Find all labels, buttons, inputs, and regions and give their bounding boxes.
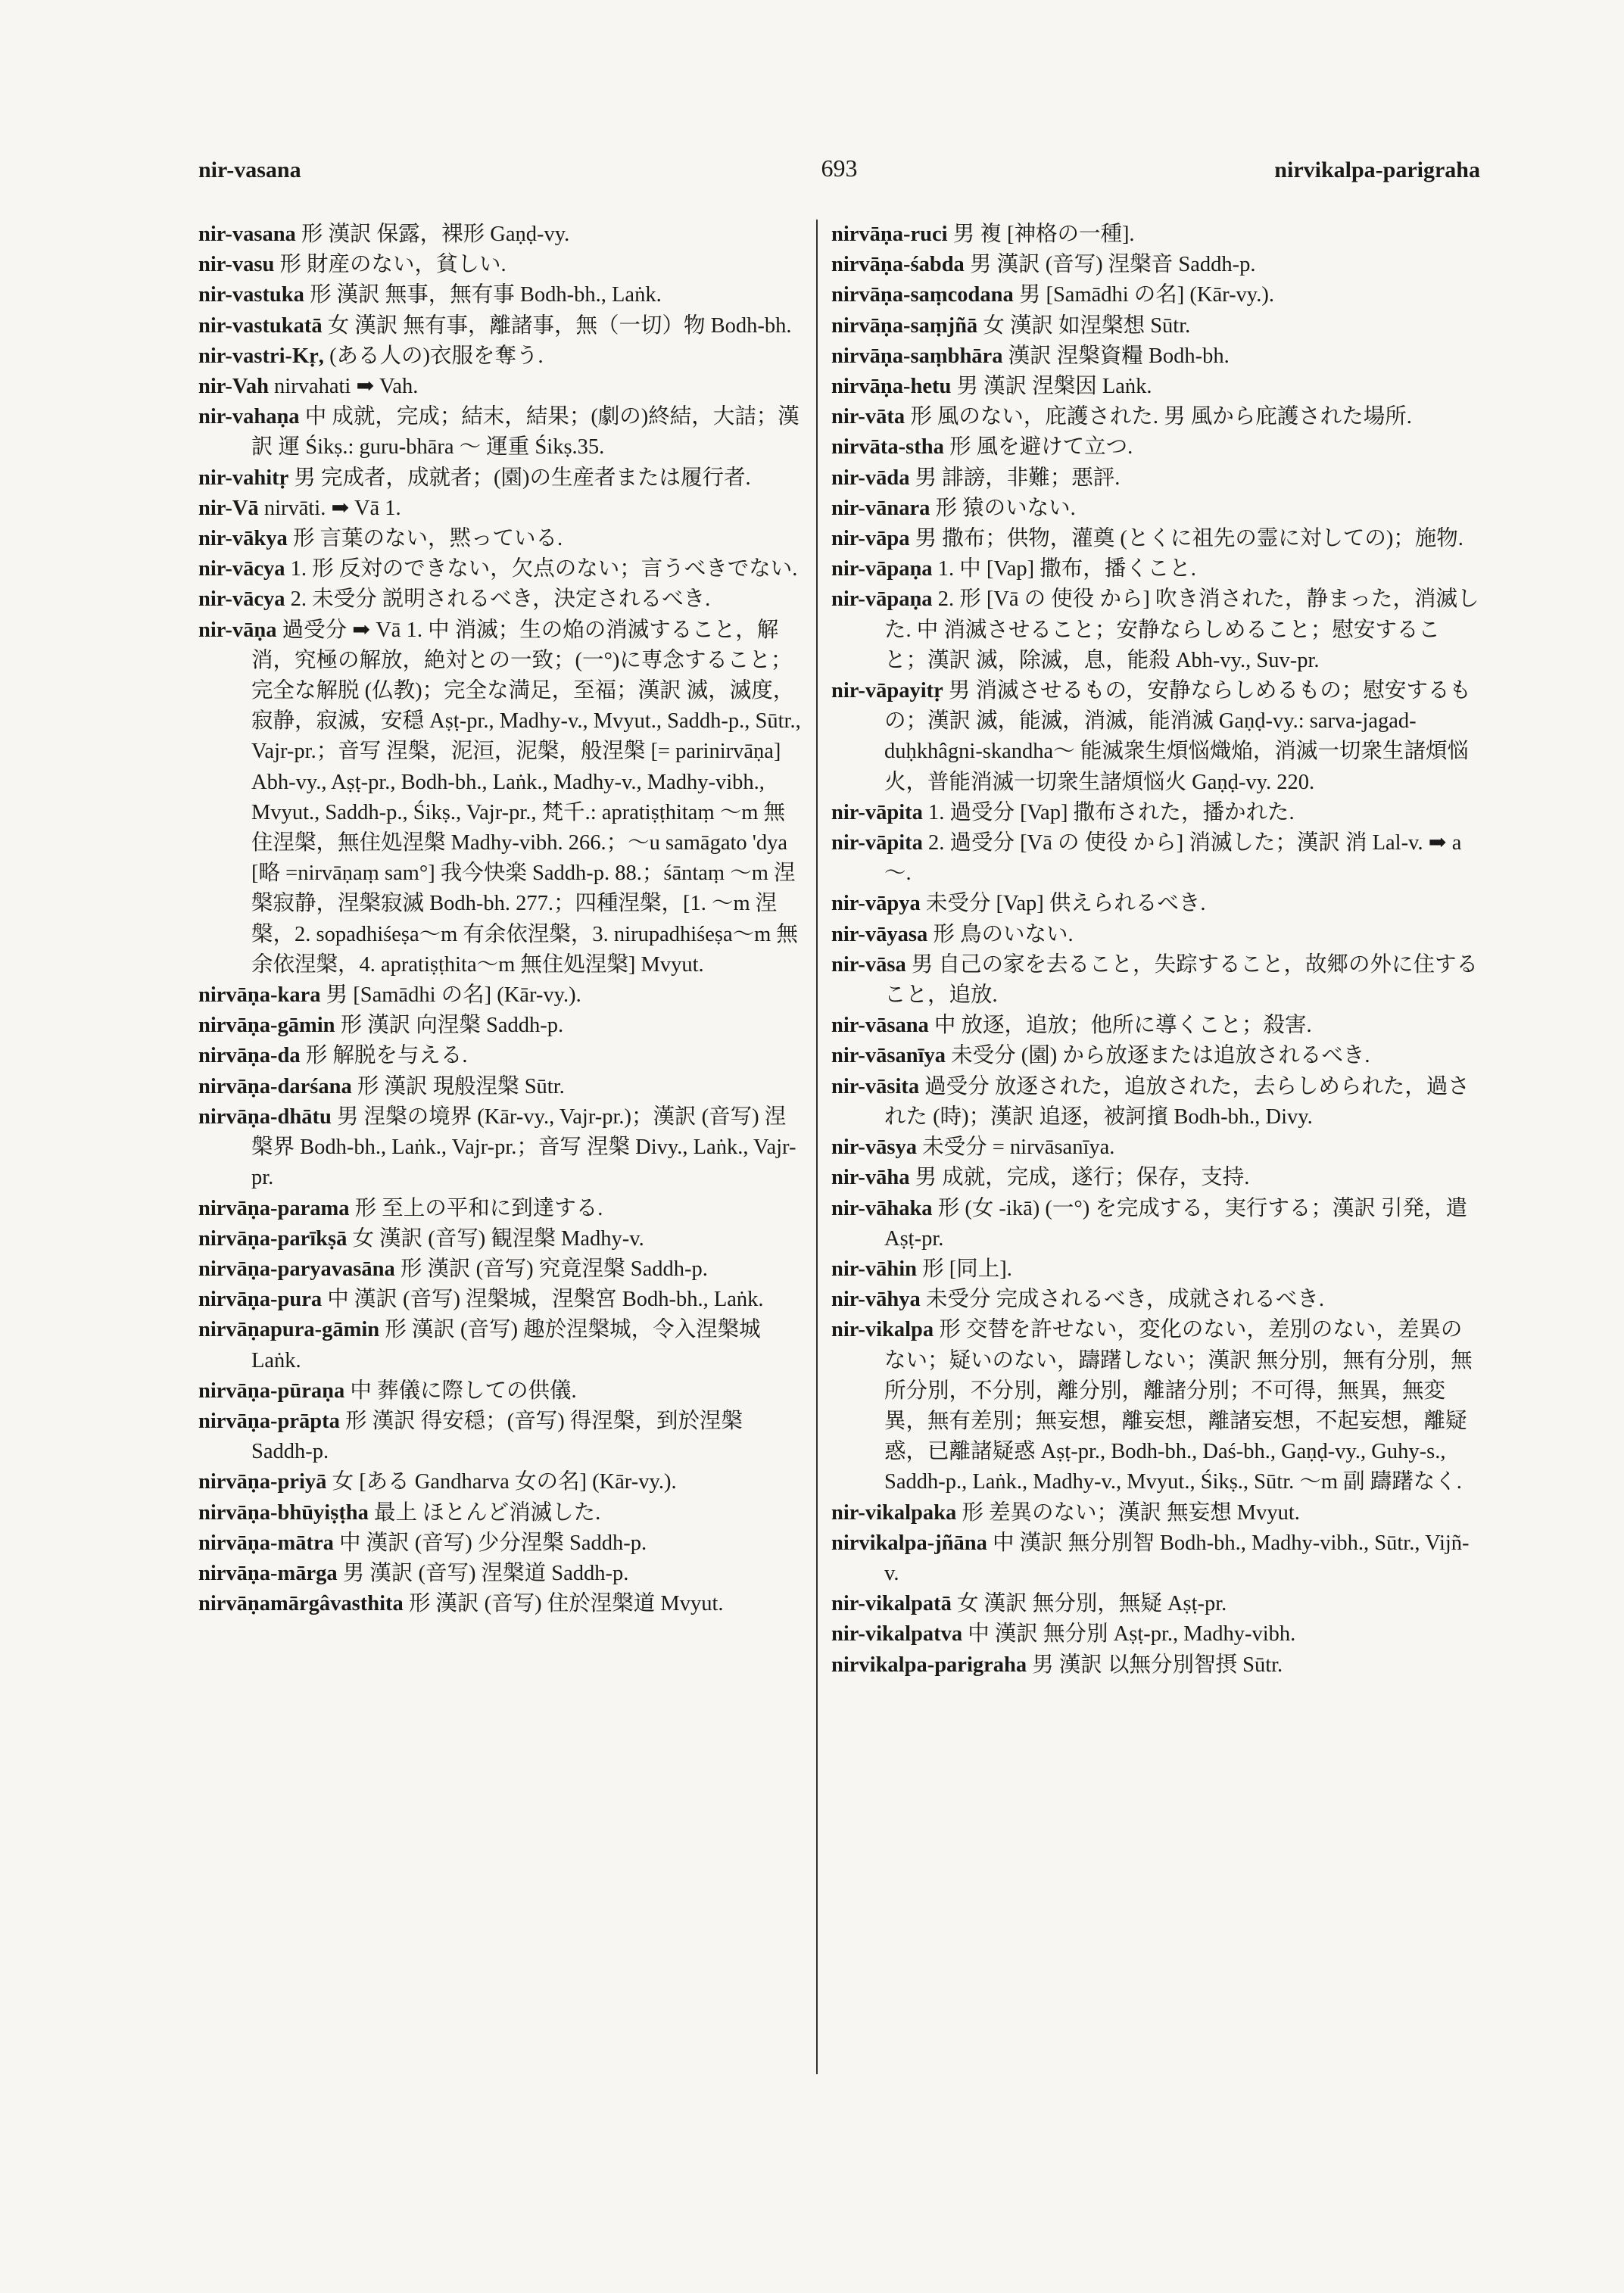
dictionary-entry bbox=[831, 220, 1482, 250]
entry-headword: nir-vāsya bbox=[831, 1136, 917, 1160]
page-header bbox=[198, 151, 1480, 189]
dictionary-entry bbox=[198, 463, 804, 494]
dictionary-entry bbox=[831, 280, 1482, 310]
entry-headword: nir-vikalpatva bbox=[831, 1622, 963, 1647]
entry-headword: nir-vāpaṇa bbox=[831, 587, 933, 612]
dictionary-entry bbox=[831, 1041, 1482, 1071]
dictionary-entry bbox=[198, 1376, 804, 1407]
entry-definition: 形 漢訳 (音写) 住於涅槃道 Mvyut. bbox=[408, 1592, 724, 1616]
entry-definition: 2. 過受分 [Vā の 使役 から] 消滅した；漢訳 消 Lal-v. ➡ a～. bbox=[884, 831, 1462, 886]
dictionary-entry bbox=[198, 524, 804, 554]
entry-headword: nirvāṇa-paryavasāna bbox=[198, 1257, 395, 1281]
entry-headword: nirvāṇa-bhūyiṣṭha bbox=[198, 1500, 369, 1525]
header-left-guide-word: nir-vasana bbox=[198, 157, 301, 182]
entry-headword: nir-vāsana bbox=[831, 1014, 929, 1038]
dictionary-entry bbox=[831, 950, 1482, 1011]
dictionary-entry bbox=[831, 1315, 1482, 1497]
dictionary-entry bbox=[831, 250, 1482, 280]
entry-definition: 形 風のない，庇護された. 男 風から庇護された場所. bbox=[910, 405, 1412, 429]
entry-headword: nir-vasu bbox=[198, 253, 275, 277]
dictionary-entry bbox=[198, 1102, 804, 1194]
entry-definition: 中 漢訳 無分別智 Bodh-bh., Madhy-vibh., Sūtr., Vijñ-v. bbox=[884, 1531, 1470, 1585]
entry-definition: (ある人の)衣服を奪う. bbox=[329, 344, 544, 368]
entry-definition: 過受分 放逐された，追放された，去らしめられた，過された (時)；漢訳 追逐，被訶擯 Bodh-bh., Divy. bbox=[884, 1074, 1470, 1129]
column-divider bbox=[816, 220, 818, 2074]
entry-definition: 形 鳥のいない. bbox=[933, 922, 1074, 946]
dictionary-entry bbox=[831, 1285, 1482, 1315]
dictionary-entry bbox=[198, 1589, 804, 1619]
entry-headword: nir-vāhya bbox=[831, 1288, 921, 1312]
entry-headword: nir-vāha bbox=[831, 1166, 910, 1190]
dictionary-entry bbox=[831, 311, 1482, 341]
dictionary-entry bbox=[198, 494, 804, 524]
dictionary-entry bbox=[831, 1072, 1482, 1132]
entry-headword: nirvāṇa-parama bbox=[198, 1196, 350, 1220]
entry-definition: 男 消滅させるもの，安静ならしめるもの；慰安するもの；漢訳 滅，能滅，消滅，能消滅 Gaṇḍ-vy.: sarva-jagad-duḥkhâgni-skandha～ 能滅衆生煩悩熾焔，消滅一切衆生諸煩悩火，普能消滅一切衆生諸煩悩火 Gaṇḍ-vy. 220. bbox=[884, 679, 1471, 794]
dictionary-entry bbox=[198, 1194, 804, 1224]
entry-headword: nir-vāda bbox=[831, 466, 910, 490]
entry-definition: 形 財産のない，貧しい. bbox=[279, 253, 507, 277]
entry-headword: nirvāta-stha bbox=[831, 435, 944, 460]
entry-headword: nir-vastri-Kṛ, bbox=[198, 344, 324, 368]
dictionary-entry bbox=[198, 1254, 804, 1285]
entry-headword: nirvāṇa-mārga bbox=[198, 1561, 338, 1585]
entry-definition: 形 漢訳 (音写) 究竟涅槃 Saddh-p. bbox=[400, 1257, 708, 1281]
dictionary-entry bbox=[198, 584, 804, 615]
header-right-guide-word: nirvikalpa-parigraha bbox=[1274, 157, 1480, 182]
dictionary-entry bbox=[831, 1650, 1482, 1681]
entry-headword: nirvāṇa-ruci bbox=[831, 223, 948, 246]
dictionary-entry bbox=[198, 220, 804, 250]
entry-definition: 過受分 ➡ Vā 1. 中 消滅；生の焔の消滅すること，解消，究極の解放，絶対との一致；(一°)に専念すること；完全な解脱 (仏教)；完全な満足，至福；漢訳 滅，滅度，寂静，寂滅，安穏 Aṣṭ-pr., Madhy-v., Mvyut., Saddh-p., Sūtr., Vajr-pr.；音写 涅槃，泥洹，泥槃，般涅槃 [= parinirvāṇa] Abh-vy., Aṣṭ-pr., Bodh-bh., Laṅk., Madhy-v., Madhy-vibh., Mvyut., Saddh-p., Śikṣ., Vajr-pr., 梵千.: apratiṣṭhitaṃ ～m 無住涅槃，無住処涅槃 Madhy-vibh. 266.；～u samāgato 'dya [略 =nirvāṇaṃ sam°] 我今快楽 Saddh-p. 88.；śāntaṃ ～m 涅槃寂静，涅槃寂滅 Bodh-bh. 277.；四種涅槃，[1. ～m 涅槃，2. sopadhiśeṣa～m 有余依涅槃，3. nirupadhiśeṣa～m 無余依涅槃，4. apratiṣṭhita～m 無住処涅槃] Mvyut. bbox=[251, 618, 801, 977]
dictionary-entry bbox=[198, 250, 804, 280]
entry-definition: 形 漢訳 無事，無有事 Bodh-bh., Laṅk. bbox=[310, 283, 662, 307]
dictionary-entry bbox=[831, 1163, 1482, 1193]
dictionary-entry bbox=[198, 1559, 804, 1589]
entry-headword: nir-vācya bbox=[198, 557, 285, 581]
entry-headword: nir-vāyasa bbox=[831, 922, 928, 946]
dictionary-entry bbox=[831, 1254, 1482, 1285]
dictionary-entry bbox=[198, 1041, 804, 1071]
dictionary-entry bbox=[831, 432, 1482, 463]
entry-headword: nir-vikalpa bbox=[831, 1318, 934, 1342]
entry-definition: 男 撒布；供物，灌奠 (とくに祖先の霊に対しての)；施物. bbox=[915, 527, 1463, 551]
entry-definition: 女 漢訳 (音写) 観涅槃 Madhy-v. bbox=[352, 1226, 644, 1251]
entry-definition: 女 漢訳 如涅槃想 Sūtr. bbox=[983, 313, 1191, 338]
entry-headword: nir-vāhaka bbox=[831, 1196, 933, 1220]
entry-headword: nirvāṇa-saṃjñā bbox=[831, 313, 978, 338]
dictionary-entry bbox=[198, 1011, 804, 1041]
entry-definition: 中 漢訳 (音写) 少分涅槃 Saddh-p. bbox=[339, 1531, 647, 1555]
entry-definition: 2. 形 [Vā の 使役 から] 吹き消された，静まった，消滅した. 中 消滅させること；安静ならしめること；慰安すること；漢訳 滅，除滅，息，能殺 Abh-vy., Suv-pr. bbox=[884, 587, 1479, 672]
entry-headword: nir-vākya bbox=[198, 527, 288, 551]
entry-headword: nir-Vā bbox=[198, 496, 259, 520]
dictionary-entry bbox=[831, 828, 1482, 889]
entry-definition: 形 漢訳 保露，裸形 Gaṇḍ-vy. bbox=[301, 223, 570, 246]
entry-headword: nir-vāpya bbox=[831, 892, 921, 916]
entry-definition: 2. 未受分 説明されるべき，決定されるべき. bbox=[290, 587, 711, 612]
entry-headword: nirvāṇa-pura bbox=[198, 1288, 323, 1312]
entry-definition: 男 漢訳 涅槃因 Laṅk. bbox=[956, 375, 1152, 399]
dictionary-entry bbox=[831, 494, 1482, 524]
dictionary-entry bbox=[198, 615, 804, 980]
entry-definition: 男 漢訳 (音写) 涅槃音 Saddh-p. bbox=[969, 253, 1256, 277]
entry-headword: nir-vāpaṇa bbox=[831, 557, 933, 581]
dictionary-entry bbox=[831, 1011, 1482, 1041]
dictionary-entry bbox=[831, 1528, 1482, 1589]
entry-definition: 形 漢訳 (音写) 趣於涅槃城，令入涅槃城 Laṅk. bbox=[251, 1318, 761, 1372]
dictionary-entry bbox=[198, 311, 804, 341]
entry-definition: 中 放逐，追放；他所に導くこと；殺害. bbox=[934, 1014, 1312, 1038]
entry-headword: nir-vāsita bbox=[831, 1074, 920, 1098]
entry-definition: 男 完成者，成就者；(園)の生産者または履行者. bbox=[294, 466, 751, 490]
entry-headword: nir-vāpita bbox=[831, 800, 923, 824]
entry-definition: 男 複 [神格の一種]. bbox=[952, 223, 1135, 246]
entry-headword: nirvāṇamārgâvasthita bbox=[198, 1592, 404, 1616]
entry-definition: 未受分 [Vap] 供えられるべき. bbox=[925, 892, 1206, 916]
entry-headword: nirvāṇa-hetu bbox=[831, 375, 952, 399]
dictionary-entry bbox=[831, 524, 1482, 554]
entry-headword: nirvāṇapura-gāmin bbox=[198, 1318, 380, 1342]
entry-definition: 女 [ある Gandharva 女の名] (Kār-vy.). bbox=[332, 1470, 677, 1494]
entry-definition: 最上 ほとんど消滅した. bbox=[374, 1500, 601, 1525]
dictionary-entry bbox=[831, 554, 1482, 584]
entry-definition: 女 漢訳 無有事，離諸事，無（一切）物 Bodh-bh. bbox=[327, 313, 792, 338]
entry-definition: 中 漢訳 (音写) 涅槃城，涅槃宮 Bodh-bh., Laṅk. bbox=[327, 1288, 764, 1312]
dictionary-entry bbox=[198, 1528, 804, 1559]
dictionary-entry bbox=[831, 341, 1482, 372]
dictionary-entry bbox=[831, 463, 1482, 494]
entry-definition: 形 交替を許せない，変化のない，差別のない，差異のない；疑いのない，躊躇しない；漢訳 無分別，無有分別，無所分別，不分別，離分別，離諸分別；不可得，無異，無変異，無有差別；無妄想，離妄想，離諸妄想，不起妄想，離疑惑，已離諸疑惑 Aṣṭ-pr., Bodh-bh., Daś-bh., Gaṇḍ-vy., Guhy-s., Saddh-p., Laṅk., Madhy-v., Mvyut., Śikṣ., Sūtr. ～m 副 躊躇なく. bbox=[884, 1318, 1473, 1494]
entry-definition: 形 漢訳 現般涅槃 Sūtr. bbox=[357, 1074, 565, 1098]
entry-definition: 中 漢訳 無分別 Aṣṭ-pr., Madhy-vibh. bbox=[968, 1622, 1296, 1647]
entry-headword: nir-vahitṛ bbox=[198, 466, 289, 490]
entry-headword: nirvāṇa-darśana bbox=[198, 1074, 352, 1098]
entry-definition: 形 至上の平和に到達する. bbox=[354, 1196, 603, 1220]
entry-definition: 形 解脱を与える. bbox=[305, 1044, 468, 1068]
entry-definition: 男 涅槃の境界 (Kār-vy., Vajr-pr.)；漢訳 (音写) 涅槃界 Bodh-bh., Laṅk., Vajr-pr.；音写 涅槃 Divy., Laṅk., Vajr-pr. bbox=[251, 1104, 796, 1190]
entry-headword: nirvāṇa-mātra bbox=[198, 1531, 334, 1555]
entry-headword: nirvāṇa-śabda bbox=[831, 253, 965, 277]
entry-definition: 男 漢訳 (音写) 涅槃道 Saddh-p. bbox=[342, 1561, 629, 1585]
entry-definition: 男 [Samādhi の名] (Kār-vy.). bbox=[1018, 283, 1274, 307]
dictionary-entry bbox=[198, 372, 804, 402]
dictionary-entry bbox=[831, 889, 1482, 919]
dictionary-entry bbox=[198, 1285, 804, 1315]
entry-definition: 1. 過受分 [Vap] 撒布された，播かれた. bbox=[928, 800, 1295, 824]
entry-definition: 形 [同上]. bbox=[922, 1257, 1012, 1281]
dictionary-entry bbox=[198, 280, 804, 310]
entry-definition: 未受分 = nirvāsanīya. bbox=[922, 1136, 1115, 1160]
entry-definition: 形 差異のない；漢訳 無妄想 Mvyut. bbox=[962, 1500, 1300, 1525]
entry-headword: nirvāṇa-dhātu bbox=[198, 1104, 332, 1129]
dictionary-entry bbox=[198, 1467, 804, 1497]
entry-headword: nirvāṇa-parīkṣā bbox=[198, 1226, 348, 1251]
entry-headword: nir-vasana bbox=[198, 223, 296, 246]
entry-definition: 男 [Samādhi の名] (Kār-vy.). bbox=[326, 983, 581, 1008]
entry-definition: 形 (女 -ikā) (一°) を完成する，実行する；漢訳 引発，遣 Aṣṭ-pr. bbox=[884, 1196, 1467, 1251]
dictionary-entry bbox=[198, 402, 804, 463]
dictionary-entry bbox=[198, 554, 804, 584]
entry-definition: nirvahati ➡ Vah. bbox=[274, 375, 419, 399]
entry-definition: 中 葬儀に際しての供儀. bbox=[350, 1379, 577, 1403]
dictionary-entry bbox=[831, 402, 1482, 432]
dictionary-entry bbox=[198, 1072, 804, 1102]
entry-headword: nir-vāhin bbox=[831, 1257, 917, 1281]
entry-definition: 未受分 完成されるべき，成就されるべき. bbox=[925, 1288, 1324, 1312]
dictionary-entry bbox=[198, 1407, 804, 1467]
entry-definition: nirvāti. ➡ Vā 1. bbox=[263, 496, 401, 520]
entry-headword: nir-vāpayitṛ bbox=[831, 679, 943, 703]
entry-headword: nir-vastuka bbox=[198, 283, 304, 307]
entry-headword: nir-vikalpatā bbox=[831, 1592, 952, 1616]
entry-headword: nirvāṇa-gāmin bbox=[198, 1014, 335, 1038]
entry-definition: 未受分 (園) から放逐または追放されるべき. bbox=[951, 1044, 1370, 1068]
entry-headword: nir-vānara bbox=[831, 496, 930, 520]
entry-headword: nir-vāsanīya bbox=[831, 1044, 946, 1068]
entry-definition: 女 漢訳 無分別，無疑 Aṣṭ-pr. bbox=[957, 1592, 1227, 1616]
entry-headword: nirvikalpa-jñāna bbox=[831, 1531, 987, 1555]
entry-headword: nir-vāpita bbox=[831, 831, 923, 855]
entry-definition: 男 自己の家を去ること，失踪すること，故郷の外に住すること，追放. bbox=[884, 952, 1478, 1008]
entry-headword: nirvāṇa-pūraṇa bbox=[198, 1379, 345, 1403]
dictionary-entry bbox=[831, 920, 1482, 950]
entry-headword: nir-vastukatā bbox=[198, 313, 323, 338]
entry-definition: 1. 中 [Vap] 撒布，播くこと. bbox=[937, 557, 1196, 581]
entry-headword: nir-vāṇa bbox=[198, 618, 277, 642]
dictionary-entry bbox=[831, 584, 1482, 676]
dictionary-entry bbox=[198, 1498, 804, 1528]
entry-headword: nir-vācya bbox=[198, 587, 285, 612]
entry-definition: 男 誹謗，非難；悪評. bbox=[915, 466, 1121, 490]
dictionary-entry bbox=[831, 1589, 1482, 1619]
dictionary-entry bbox=[198, 341, 804, 372]
entry-headword: nir-vāsa bbox=[831, 952, 906, 977]
entry-definition: 男 成就，完成，遂行；保存，支持. bbox=[915, 1166, 1250, 1190]
entry-definition: 形 漢訳 向涅槃 Saddh-p. bbox=[340, 1014, 564, 1038]
entry-headword: nir-vikalpaka bbox=[831, 1500, 957, 1525]
page-number: 693 bbox=[821, 154, 858, 182]
dictionary-entry bbox=[831, 676, 1482, 798]
left-column bbox=[198, 220, 804, 2096]
dictionary-entry bbox=[198, 980, 804, 1011]
entry-headword: nirvāṇa-kara bbox=[198, 983, 321, 1008]
dictionary-entry bbox=[831, 372, 1482, 402]
entry-headword: nir-vahaṇa bbox=[198, 405, 300, 429]
entry-definition: 1. 形 反対のできない，欠点のない；言うべきでない. bbox=[290, 557, 798, 581]
entry-definition: 形 言葉のない，黙っている. bbox=[292, 527, 563, 551]
entry-definition: 漢訳 涅槃資糧 Bodh-bh. bbox=[1008, 344, 1230, 368]
entry-headword: nirvāṇa-prāpta bbox=[198, 1409, 340, 1433]
dictionary-entry bbox=[831, 1619, 1482, 1650]
entry-headword: nirvāṇa-da bbox=[198, 1044, 301, 1068]
entry-headword: nirvāṇa-saṃcodana bbox=[831, 283, 1014, 307]
dictionary-entry bbox=[198, 1224, 804, 1254]
entry-definition: 形 風を避けて立つ. bbox=[949, 435, 1133, 460]
entry-headword: nir-Vah bbox=[198, 375, 269, 399]
entry-headword: nirvikalpa-parigraha bbox=[831, 1653, 1027, 1677]
entry-definition: 男 漢訳 以無分別智摂 Sūtr. bbox=[1032, 1653, 1283, 1677]
entry-headword: nirvāṇa-saṃbhāra bbox=[831, 344, 1003, 368]
entry-headword: nir-vāta bbox=[831, 405, 906, 429]
entry-definition: 形 猿のいない. bbox=[935, 496, 1076, 520]
right-column bbox=[831, 220, 1482, 2096]
dictionary-entry bbox=[831, 798, 1482, 828]
entry-headword: nir-vāpa bbox=[831, 527, 910, 551]
dictionary-entry bbox=[831, 1132, 1482, 1163]
dictionary-entry bbox=[831, 1194, 1482, 1254]
entry-headword: nirvāṇa-priyā bbox=[198, 1470, 327, 1494]
dictionary-entry bbox=[198, 1315, 804, 1375]
entry-definition: 中 成就，完成；結末，結果；(劇の)終結，大詰；漢訳 運 Śikṣ.: guru-bhāra ～ 運重 Śikṣ.35. bbox=[251, 405, 800, 460]
entry-definition: 形 漢訳 得安穏；(音写) 得涅槃，到於涅槃 Saddh-p. bbox=[251, 1409, 743, 1464]
dictionary-entry bbox=[831, 1498, 1482, 1528]
